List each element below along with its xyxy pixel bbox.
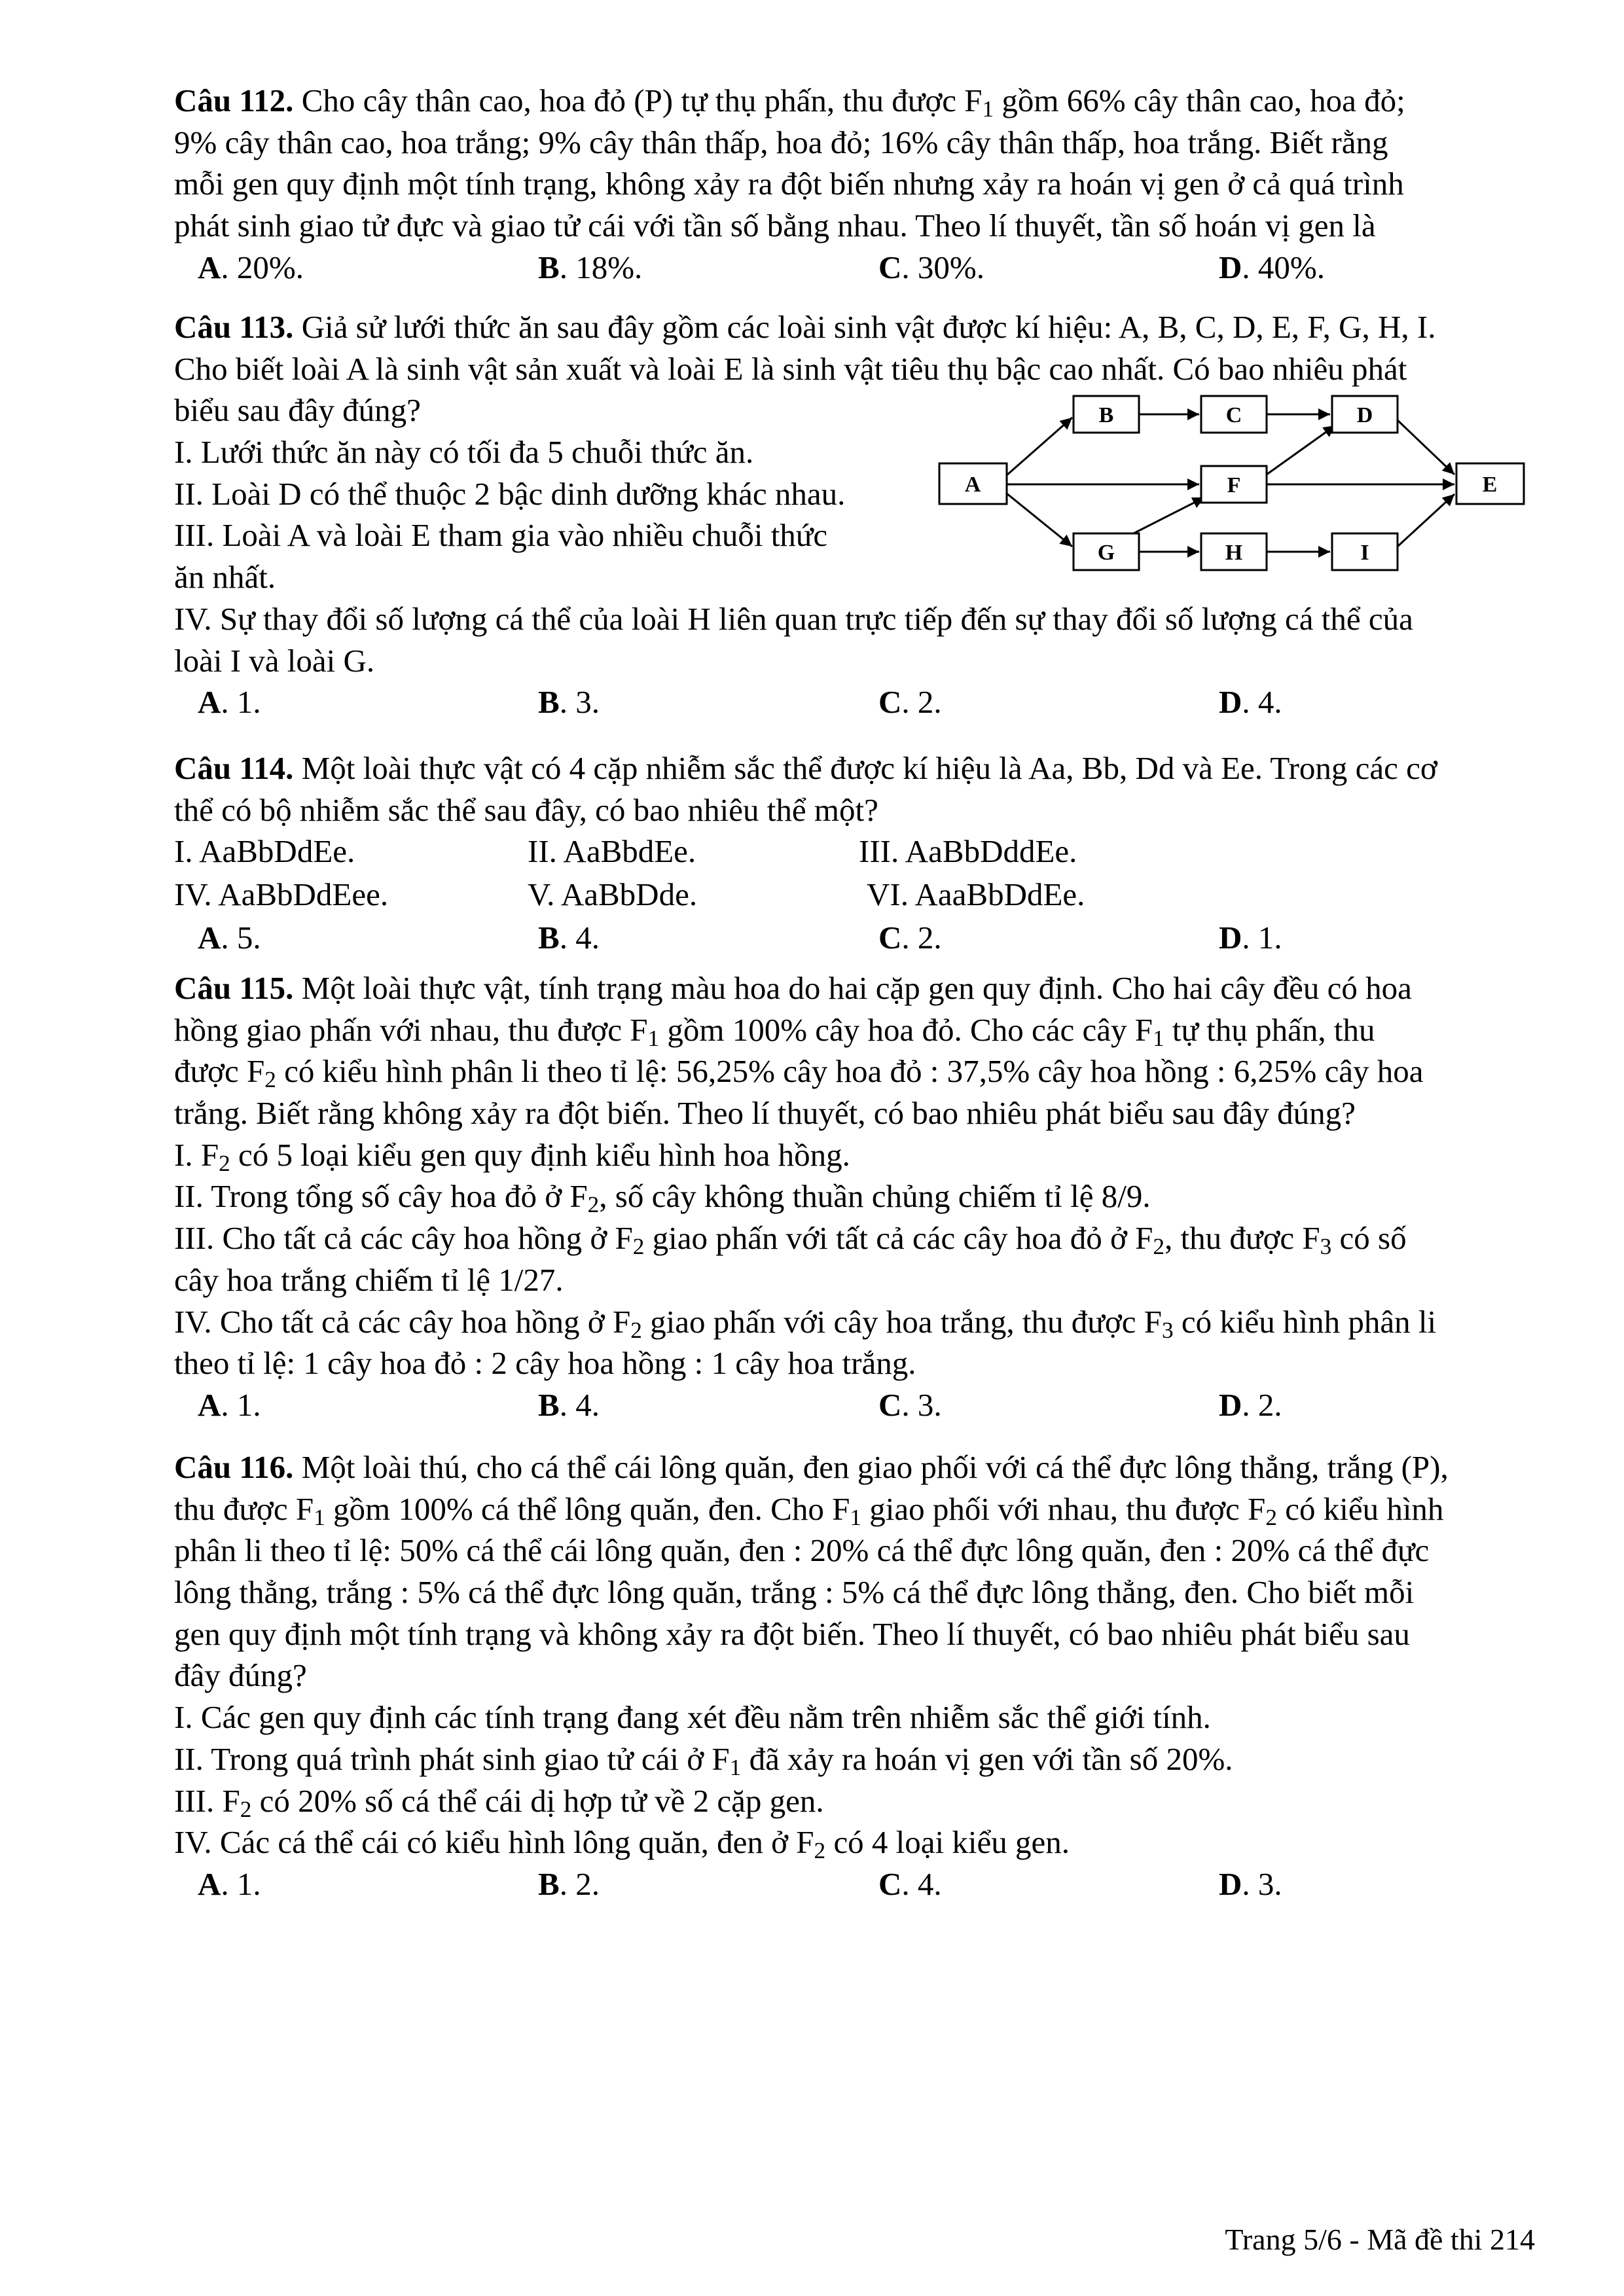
q114-option-d[interactable]: D. 1. <box>1219 920 1282 956</box>
q115-option-d[interactable]: D. 2. <box>1219 1386 1282 1423</box>
q115-statement-2: II. Trong tổng số cây hoa đỏ ở $F_2$, số cây không thuần chủng chiếm tỉ lệ 8/9. <box>174 1178 1151 1218</box>
node-b: B <box>1098 403 1114 427</box>
food-web-diagram <box>916 386 1545 583</box>
q112-option-a[interactable]: A. 20%. <box>198 249 304 285</box>
q116-options <box>174 1863 1523 1907</box>
node-d: D <box>1356 403 1373 427</box>
arrow-a-b <box>1007 418 1072 475</box>
q113-statement-3: III. Loài A và loài E tham gia vào nhiều chuỗi thức <box>174 517 828 554</box>
q114-genotypes-row1 <box>174 831 1523 874</box>
node-c: C <box>1225 403 1242 427</box>
subscript: 1 <box>982 96 994 122</box>
page-footer: Trang 5/6 - Mã đề thi 214 <box>1225 2223 1535 2256</box>
q116-line5: gen quy định một tính trạng và không xảy ra đột biến. Theo lí thuyết, có bao nhiêu phát biểu sau <box>174 1615 1410 1652</box>
q116-line6: đây đúng? <box>174 1657 307 1694</box>
q115-statement-1: I. $F_2$ có 5 loại kiểu gen quy định kiểu hình hoa hồng. <box>174 1136 850 1176</box>
q116-option-a[interactable]: A. 1. <box>198 1865 261 1902</box>
q114-text: Một loài thực vật có 4 cặp nhiễm sắc thể được kí hiệu là Aa, Bb, Dd và Ee. Trong các cơ <box>293 750 1437 786</box>
arrow-d-e <box>1398 420 1454 475</box>
q114-head: Câu 114. <box>174 750 294 786</box>
q115-statement-3-cont: cây hoa trắng chiếm tỉ lệ 1/27. <box>174 1261 564 1298</box>
q114-options <box>174 917 1523 960</box>
genotype-5: V. AaBbDde. <box>528 876 698 913</box>
node-i: I <box>1360 541 1369 565</box>
q116-option-b[interactable]: B. 2. <box>538 1865 600 1902</box>
q115-options <box>174 1384 1523 1427</box>
q113-line2: Cho biết loài A là sinh vật sản xuất và loài E là sinh vật tiêu thụ bậc cao nhất. Có bao nhiêu phát <box>174 350 1407 387</box>
q113-option-a[interactable]: A. 1. <box>198 684 261 721</box>
q115-option-b[interactable]: B. 4. <box>538 1386 600 1423</box>
q116-text: Một loài thú, cho cá thể cái lông quăn, đen giao phối với cá thể đực lông thẳng, trắng (P), <box>293 1449 1449 1485</box>
q113-options <box>174 681 1523 725</box>
q116-line4: lông thẳng, trắng : 5% cá thể đực lông quăn, trắng : 5% cá thể đực lông thẳng, đen. Cho biết mỗi <box>174 1574 1415 1611</box>
node-a: A <box>964 473 981 497</box>
q115-text: Một loài thực vật, tính trạng màu hoa do hai cặp gen quy định. Cho hai cây đều có hoa <box>293 970 1412 1006</box>
q113-text: Giả sử lưới thức ăn sau đây gồm các loài sinh vật được kí hiệu: A, B, C, D, E, F, G, H, I. <box>293 309 1436 345</box>
q113-statement-1: I. Lưới thức ăn này có tối đa 5 chuỗi thức ăn. <box>174 434 754 471</box>
q115-line2: hồng giao phấn với nhau, thu được $F_1$ gồm 100% cây hoa đỏ. Cho các cây $F_1$ tự thụ phấn, thu <box>174 1011 1375 1051</box>
q113-line3: biểu sau đây đúng? <box>174 392 421 429</box>
q116-statement-1: I. Các gen quy định các tính trạng đang xét đều nằm trên nhiễm sắc thể giới tính. <box>174 1699 1211 1736</box>
q116-line1 <box>174 1446 1523 1488</box>
q112-line3: mỗi gen quy định một tính trạng, không xảy ra đột biến nhưng xảy ra hoán vị gen ở cả quá trình <box>174 166 1404 202</box>
q112-line1 <box>174 80 1523 122</box>
q112-head: Câu 112. <box>174 82 294 118</box>
q116-statement-3: III. $F_2$ có 20% số cá thể cái dị hợp tử về 2 cặp gen. <box>174 1782 824 1822</box>
q116-head: Câu 116. <box>174 1449 294 1485</box>
genotype-6: VI. AaaBbDdEe. <box>867 876 1085 913</box>
q115-line1 <box>174 967 1523 1009</box>
node-f: F <box>1227 473 1241 497</box>
node-e: E <box>1482 473 1498 497</box>
q113-option-d[interactable]: D. 4. <box>1219 684 1282 721</box>
q116-line3: phân li theo tỉ lệ: 50% cá thể cái lông quăn, đen : 20% cá thể đực lông quăn, đen : 20% cá thể đực <box>174 1532 1430 1569</box>
genotype-1: I. AaBbDdEe. <box>174 833 355 870</box>
q114-option-a[interactable]: A. 5. <box>198 920 261 956</box>
q116-statement-2: II. Trong quá trình phát sinh giao tử cái ở $F_1$ đã xảy ra hoán vị gen với tần số 20%. <box>174 1740 1233 1780</box>
q114-line1 <box>174 747 1523 789</box>
q112-text: gồm 66% cây thân cao, hoa đỏ; <box>994 82 1405 118</box>
q113-head: Câu 113. <box>174 309 294 345</box>
node-g: G <box>1097 541 1115 565</box>
q114-option-c[interactable]: C. 2. <box>878 920 942 956</box>
genotype-4: IV. AaBbDdEee. <box>174 876 389 913</box>
q115-line3: được $F_2$ có kiểu hình phân li theo tỉ lệ: 56,25% cây hoa đỏ : 37,5% cây hoa hồng : 6,25% cây hoa <box>174 1053 1424 1093</box>
q114-genotypes-row2 <box>174 874 1523 917</box>
q113-statement-4-cont: loài I và loài G. <box>174 642 375 679</box>
arrow-f-d <box>1267 425 1335 475</box>
q112-line4: phát sinh giao tử đực và giao tử cái với tần số bằng nhau. Theo lí thuyết, tần số hoán vị gen là <box>174 207 1376 244</box>
q116-option-d[interactable]: D. 3. <box>1219 1865 1282 1902</box>
q115-statement-4-cont: theo tỉ lệ: 1 cây hoa đỏ : 2 cây hoa hồng : 1 cây hoa trắng. <box>174 1345 916 1382</box>
q113-option-c[interactable]: C. 2. <box>878 684 942 721</box>
q113-statement-2: II. Loài D có thể thuộc 2 bậc dinh dưỡng khác nhau. <box>174 475 846 512</box>
q113-option-b[interactable]: B. 3. <box>538 684 600 721</box>
q115-option-a[interactable]: A. 1. <box>198 1386 261 1423</box>
q112-line2: 9% cây thân cao, hoa trắng; 9% cây thân thấp, hoa đỏ; 16% cây thân thấp, hoa trắng. Biết rằng <box>174 124 1388 160</box>
q116-statement-4: IV. Các cá thể cái có kiểu hình lông quăn, đen ở $F_2$ có 4 loại kiểu gen. <box>174 1824 1070 1863</box>
q115-head: Câu 115. <box>174 970 294 1006</box>
arrow-a-g <box>1007 493 1072 547</box>
q115-line4: trắng. Biết rằng không xảy ra đột biến. Theo lí thuyết, có bao nhiêu phát biểu sau đây đúng? <box>174 1095 1356 1132</box>
q113-statement-3-cont: ăn nhất. <box>174 559 276 596</box>
q114-option-b[interactable]: B. 4. <box>538 920 600 956</box>
q112-option-d[interactable]: D. 40%. <box>1219 249 1325 285</box>
q114-line2: thể có bộ nhiễm sắc thể sau đây, có bao nhiêu thể một? <box>174 791 878 828</box>
genotype-3: III. AaBbDddEe. <box>859 833 1077 870</box>
question-112 <box>174 80 1523 290</box>
q113-line1 <box>174 306 1523 348</box>
node-h: H <box>1225 541 1243 565</box>
q115-statement-4: IV. Cho tất cả các cây hoa hồng ở $F_2$ giao phấn với cây hoa trắng, thu được $F_3$ có kiểu hình phân li <box>174 1303 1437 1343</box>
q112-option-c[interactable]: C. 30%. <box>878 249 984 285</box>
q115-statement-3: III. Cho tất cả các cây hoa hồng ở $F_2$ giao phấn với tất cả các cây hoa đỏ ở $F_2$, thu được $F_3$ có số <box>174 1220 1407 1259</box>
q116-option-c[interactable]: C. 4. <box>878 1865 942 1902</box>
question-116 <box>174 1446 1523 1907</box>
genotype-2: II. AaBbdEe. <box>528 833 696 870</box>
q112-options <box>174 247 1523 290</box>
question-114 <box>174 747 1523 960</box>
q113-statement-4: IV. Sự thay đổi số lượng cá thể của loài H liên quan trực tiếp đến sự thay đổi số lượng cá thể của <box>174 600 1413 637</box>
q115-option-c[interactable]: C. 3. <box>878 1386 942 1423</box>
arrow-i-e <box>1398 494 1454 547</box>
q112-text: Cho cây thân cao, hoa đỏ (P) tự thụ phấn, thu được F <box>293 82 983 118</box>
q112-option-b[interactable]: B. 18%. <box>538 249 643 285</box>
question-115 <box>174 967 1523 1427</box>
q116-line2: thu được $F_1$ gồm 100% cá thể lông quăn, đen. Cho $F_1$ giao phối với nhau, thu được $F_2$ có kiểu hình <box>174 1490 1444 1530</box>
